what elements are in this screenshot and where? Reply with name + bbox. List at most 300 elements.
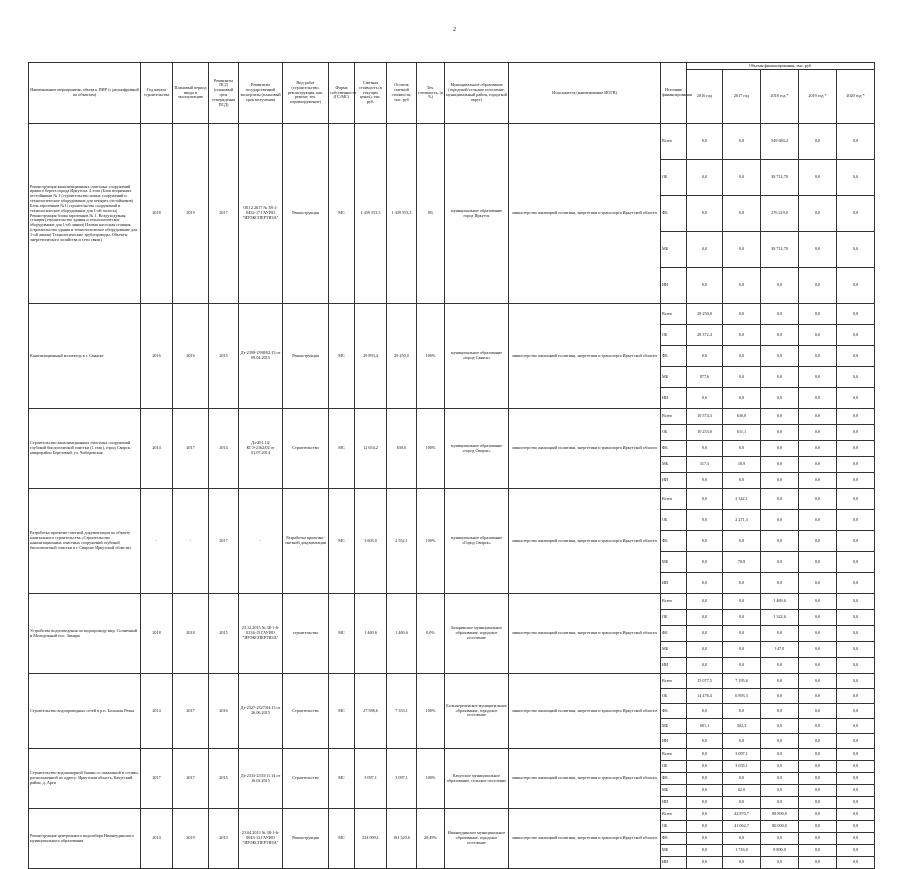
header-remaining-cost: Остаток сметной стоимости, тыс. руб bbox=[387, 63, 417, 124]
fin-amount-cell: 0,0 bbox=[687, 346, 723, 367]
fin-amount-cell: 0,0 bbox=[799, 734, 837, 749]
fin-amount-cell: 0,0 bbox=[723, 594, 761, 610]
fin-amount-cell: 0,0 bbox=[687, 809, 723, 821]
start-year: 2014 bbox=[141, 674, 173, 749]
estimate-cost: 27 588,6 bbox=[355, 674, 387, 749]
fin-amount-cell: 0,0 bbox=[837, 473, 875, 489]
estimate-cost: 224 099,1 bbox=[355, 809, 387, 869]
fin-amount-cell: 0,0 bbox=[837, 773, 875, 785]
fin-amount-cell: 302,3 bbox=[723, 719, 761, 734]
fin-amount-cell: 41 062,7 bbox=[723, 821, 761, 833]
fin-amount-cell: 3 035,1 bbox=[723, 761, 761, 773]
fin-amount-cell: 38 712,70 bbox=[761, 232, 799, 268]
readiness-percent: 20,49% bbox=[417, 809, 445, 869]
fin-amount-cell: 0,0 bbox=[687, 610, 723, 626]
expertise-details: - bbox=[239, 489, 283, 594]
fin-amount-cell: 0,0 bbox=[799, 473, 837, 489]
fin-amount-cell: 0,0 bbox=[723, 325, 761, 346]
header-year: 2017 год bbox=[723, 70, 761, 124]
start-year: 2014 bbox=[141, 809, 173, 869]
fin-amount-cell: 0,0 bbox=[687, 232, 723, 268]
fin-amount-cell: 0,0 bbox=[761, 797, 799, 809]
fin-amount-cell: 0,0 bbox=[837, 674, 875, 689]
fin-amount-cell: 0,0 bbox=[761, 857, 799, 869]
table-row bbox=[29, 489, 875, 510]
fin-source-label: МБ bbox=[661, 457, 687, 473]
work-type: Реконструкция bbox=[283, 124, 329, 304]
psd-year: 2017 bbox=[209, 124, 239, 304]
remaining-cost: 2 552,1 bbox=[387, 489, 417, 594]
fin-amount-cell: 549 684,4 bbox=[761, 124, 799, 160]
fin-amount-cell: 42 870,7 bbox=[723, 809, 761, 821]
page-number: 2 bbox=[453, 27, 456, 33]
fin-amount-cell: 0,0 bbox=[761, 367, 799, 388]
fin-amount-cell: 0,0 bbox=[837, 367, 875, 388]
header-work-type: Вид работ (строительство, реконструкция, кап. ремонт, тех. перевооружение) bbox=[283, 63, 329, 124]
fin-amount-cell: 0,0 bbox=[723, 124, 761, 160]
fin-amount-cell: 0,0 bbox=[761, 785, 799, 797]
fin-source-label: ФБ bbox=[661, 833, 687, 845]
fin-amount-cell: 0,0 bbox=[799, 642, 837, 658]
planned-year: 2017 bbox=[173, 409, 209, 489]
fin-amount-cell: 15 077,5 bbox=[687, 674, 723, 689]
fin-amount-cell: 0,0 bbox=[687, 160, 723, 196]
fin-amount-cell: 0,0 bbox=[799, 833, 837, 845]
fin-amount-cell: 0,0 bbox=[799, 719, 837, 734]
fin-amount-cell: 0,0 bbox=[761, 689, 799, 704]
fin-amount-cell: 0,0 bbox=[761, 719, 799, 734]
municipality: Большереченское муниципальное образование, городское поселение bbox=[445, 674, 509, 749]
remaining-cost: 3 097,1 bbox=[387, 749, 417, 809]
fin-amount-cell: 0,0 bbox=[799, 441, 837, 457]
fin-amount-cell: 0,0 bbox=[687, 857, 723, 869]
fin-amount-cell: 0,0 bbox=[687, 845, 723, 857]
fin-amount-cell: 0,0 bbox=[723, 473, 761, 489]
fin-amount-cell: 0,0 bbox=[799, 367, 837, 388]
fin-amount-cell: 0,0 bbox=[723, 833, 761, 845]
readiness-percent: 100% bbox=[417, 409, 445, 489]
fin-amount-cell: 0,0 bbox=[799, 268, 837, 304]
fin-amount-cell: 1 469,6 bbox=[761, 594, 799, 610]
fin-amount-cell: 0,0 bbox=[837, 346, 875, 367]
fin-source-label: ИИ bbox=[661, 388, 687, 409]
fin-amount-cell: 0,0 bbox=[687, 785, 723, 797]
fin-amount-cell: 0,0 bbox=[837, 304, 875, 325]
fin-amount-cell: 80 000,0 bbox=[761, 821, 799, 833]
ownership-form: МС bbox=[329, 594, 355, 674]
fin-amount-cell: 0,0 bbox=[723, 531, 761, 552]
fin-amount-cell: 0,0 bbox=[837, 626, 875, 642]
fin-amount-cell: 0,0 bbox=[799, 857, 837, 869]
header-name: Наименование мероприятия, объекта, ПИР (с расшифровкой по объектам) bbox=[29, 63, 141, 124]
fin-amount-cell: 0,0 bbox=[799, 749, 837, 761]
fin-amount-cell: 0,0 bbox=[837, 388, 875, 409]
fin-amount-cell: 0,0 bbox=[723, 196, 761, 232]
fin-amount-cell: 0,0 bbox=[687, 196, 723, 232]
fin-amount-cell: 0,0 bbox=[837, 552, 875, 573]
fin-amount-cell: 0,0 bbox=[723, 441, 761, 457]
fin-amount-cell: 0,0 bbox=[837, 642, 875, 658]
header-readiness: Тех. готовность, (в %) bbox=[417, 63, 445, 124]
fin-amount-cell: 0,0 bbox=[837, 573, 875, 594]
readiness-percent: 100% bbox=[417, 674, 445, 749]
start-year: 2016 bbox=[141, 304, 173, 409]
fin-amount-cell: 0,0 bbox=[687, 510, 723, 531]
fin-amount-cell: 0,0 bbox=[761, 304, 799, 325]
fin-amount-cell: 0,0 bbox=[687, 797, 723, 809]
fin-amount-cell: 0,0 bbox=[761, 510, 799, 531]
municipality: Нижнеудинское муниципальное образование, городское поселение bbox=[445, 809, 509, 869]
fin-amount-cell: 0,0 bbox=[687, 761, 723, 773]
fin-amount-cell: 28 372,4 bbox=[687, 325, 723, 346]
planned-year: 2016 bbox=[173, 304, 209, 409]
fin-amount-cell: 0,0 bbox=[837, 325, 875, 346]
work-type: Реконструкция bbox=[283, 809, 329, 869]
fin-amount-cell: 0,0 bbox=[761, 268, 799, 304]
header-estimate-cost: Сметная стоимость (в текущих ценах), тыс. руб. bbox=[355, 63, 387, 124]
fin-amount-cell: 0,0 bbox=[723, 797, 761, 809]
fin-source-label: ОБ bbox=[661, 510, 687, 531]
fin-amount-cell: 88 890,0 bbox=[761, 809, 799, 821]
psd-year: 2014 bbox=[209, 409, 239, 489]
municipality: муниципальное образование город Иркутск bbox=[445, 124, 509, 304]
executor: министерство жилищной политики, энергетики и транспорта Иркутской области bbox=[509, 594, 661, 674]
fin-amount-cell: 0,0 bbox=[761, 425, 799, 441]
fin-amount-cell: 0,0 bbox=[723, 573, 761, 594]
fin-amount-cell: 0,0 bbox=[723, 346, 761, 367]
fin-source-label: ФБ bbox=[661, 441, 687, 457]
fin-source-label: Всего bbox=[661, 409, 687, 425]
fin-source-label: ОБ bbox=[661, 160, 687, 196]
fin-amount-cell: 0,0 bbox=[799, 761, 837, 773]
fin-amount-cell: 0,0 bbox=[837, 441, 875, 457]
fin-amount-cell: 2 271,3 bbox=[723, 510, 761, 531]
header-fin-source: Источник финансирования bbox=[661, 63, 687, 124]
fin-amount-cell: 0,0 bbox=[723, 268, 761, 304]
fin-amount-cell: 0,0 bbox=[799, 325, 837, 346]
fin-amount-cell: 0,0 bbox=[837, 719, 875, 734]
object-name: Разработка проектно-сметной документации по объекту капитального строительства «Строительство канализационных очистных сооружений глубокой биологической очистки в г. Свирске Иркутской области» bbox=[29, 489, 141, 594]
table-row bbox=[29, 304, 875, 325]
fin-amount-cell: 0,0 bbox=[761, 761, 799, 773]
municipality: муниципальное образование «город Саянск» bbox=[445, 304, 509, 409]
fin-amount-cell: 0,0 bbox=[799, 552, 837, 573]
fin-amount-cell: 0,0 bbox=[761, 552, 799, 573]
fin-amount-cell: 70,8 bbox=[723, 552, 761, 573]
fin-amount-cell: 0,0 bbox=[761, 388, 799, 409]
start-year: 2018 bbox=[141, 124, 173, 304]
fin-amount-cell: 0,0 bbox=[799, 196, 837, 232]
estimate-cost: 3 603,0 bbox=[355, 489, 387, 594]
psd-year: 2015 bbox=[209, 304, 239, 409]
fin-amount-cell: 0,0 bbox=[761, 325, 799, 346]
fin-amount-cell: 0,0 bbox=[761, 773, 799, 785]
fin-amount-cell: 0,0 bbox=[761, 346, 799, 367]
header-psd: Реквизиты ПСД (плановый срок утверждения ПСД) bbox=[209, 63, 239, 124]
ownership-form: МС bbox=[329, 489, 355, 594]
fin-amount-cell: 0,0 bbox=[687, 531, 723, 552]
psd-year: 2016 bbox=[209, 674, 239, 749]
fin-amount-cell: 0,0 bbox=[837, 232, 875, 268]
fin-amount-cell: 0,0 bbox=[799, 845, 837, 857]
fin-amount-cell: 0,0 bbox=[799, 689, 837, 704]
fin-amount-cell: 0,0 bbox=[837, 594, 875, 610]
table-row bbox=[29, 594, 875, 610]
fin-amount-cell: 0,0 bbox=[723, 734, 761, 749]
fin-amount-cell: 0,0 bbox=[799, 573, 837, 594]
fin-amount-cell: 2 342,1 bbox=[723, 489, 761, 510]
fin-amount-cell: 0,0 bbox=[687, 704, 723, 719]
fin-amount-cell: 0,0 bbox=[761, 409, 799, 425]
fin-amount-cell: 0,0 bbox=[687, 642, 723, 658]
work-type: Строительство bbox=[283, 749, 329, 809]
fin-source-label: Всего bbox=[661, 594, 687, 610]
fin-amount-cell: 0,0 bbox=[799, 626, 837, 642]
fin-source-label: ОБ bbox=[661, 425, 687, 441]
fin-amount-cell: 0,0 bbox=[799, 425, 837, 441]
expertise-details: Дз-2398-2398/02.15 от 09.04.2015 bbox=[239, 304, 283, 409]
fin-amount-cell: 0,0 bbox=[837, 489, 875, 510]
fin-amount-cell: 0,0 bbox=[837, 689, 875, 704]
fin-amount-cell: 1 716,0 bbox=[723, 845, 761, 857]
fin-amount-cell: 0,0 bbox=[837, 821, 875, 833]
fin-source-label: ОБ bbox=[661, 610, 687, 626]
fin-amount-cell: 0,0 bbox=[687, 658, 723, 674]
municipality: Заларинское муниципальное образование, городское поселение bbox=[445, 594, 509, 674]
fin-source-label: ФБ bbox=[661, 531, 687, 552]
fin-amount-cell: 0,0 bbox=[837, 734, 875, 749]
fin-amount-cell: 62,0 bbox=[723, 785, 761, 797]
fin-amount-cell: 0,0 bbox=[799, 674, 837, 689]
fin-amount-cell: 0,0 bbox=[837, 124, 875, 160]
fin-amount-cell: 0,0 bbox=[761, 833, 799, 845]
municipality: муниципальное образование «город Свирск» bbox=[445, 409, 509, 489]
header-year: 2018 год * bbox=[761, 70, 799, 124]
fin-amount-cell: 0,0 bbox=[687, 489, 723, 510]
planned-year: 2019 bbox=[173, 124, 209, 304]
fin-source-label: МБ bbox=[661, 232, 687, 268]
fin-amount-cell: 0,0 bbox=[687, 626, 723, 642]
fin-source-label: ОБ bbox=[661, 821, 687, 833]
executor: министерство жилищной политики, энергетики и транспорта Иркутской области bbox=[509, 809, 661, 869]
remaining-cost: 181 520,6 bbox=[387, 809, 417, 869]
fin-amount-cell: 276 219,0 bbox=[761, 196, 799, 232]
fin-source-label: Всего bbox=[661, 749, 687, 761]
fin-source-label: ИИ bbox=[661, 857, 687, 869]
object-name: Строительство водопроводных сетей в р.п. Большая Речка bbox=[29, 674, 141, 749]
psd-year: 2015 bbox=[209, 594, 239, 674]
fin-amount-cell: 0,0 bbox=[687, 594, 723, 610]
fin-amount-cell: 10 253,0 bbox=[687, 425, 723, 441]
fin-amount-cell: 0,0 bbox=[837, 704, 875, 719]
table-row bbox=[29, 409, 875, 425]
fin-amount-cell: 630,0 bbox=[723, 409, 761, 425]
table-row bbox=[29, 674, 875, 689]
fin-source-label: ОБ bbox=[661, 761, 687, 773]
municipality: муниципальное образование «Город Свирск» bbox=[445, 489, 509, 594]
fin-source-label: ФБ bbox=[661, 773, 687, 785]
object-name: Канализационный коллектор в г. Саянске bbox=[29, 304, 141, 409]
expertise-details: 23.12.2015 № 38-1-6-0234-15 ГАУИО "ИРЭКСПЕРТИЗА" bbox=[239, 594, 283, 674]
remaining-cost: 1 439 553,3 bbox=[387, 124, 417, 304]
fin-amount-cell: 0,0 bbox=[799, 457, 837, 473]
fin-amount-cell: 0,0 bbox=[799, 304, 837, 325]
start-year: 2018 bbox=[141, 594, 173, 674]
fin-amount-cell: 0,0 bbox=[799, 594, 837, 610]
header-expertise: Реквизиты государственной экспертизы (плановый срок получения) bbox=[239, 63, 283, 124]
fin-amount-cell: 0,0 bbox=[687, 821, 723, 833]
fin-amount-cell: 0,0 bbox=[723, 367, 761, 388]
ownership-form: МС bbox=[329, 409, 355, 489]
work-type: строительство bbox=[283, 594, 329, 674]
fin-amount-cell: 0,0 bbox=[761, 473, 799, 489]
fin-amount-cell: 0,0 bbox=[687, 441, 723, 457]
fin-amount-cell: 0,0 bbox=[799, 797, 837, 809]
fin-amount-cell: 0,0 bbox=[761, 704, 799, 719]
estimate-cost: 29 893,4 bbox=[355, 304, 387, 409]
readiness-percent: 100% bbox=[417, 304, 445, 409]
estimate-cost: 3 097,1 bbox=[355, 749, 387, 809]
fin-amount-cell: 0,0 bbox=[799, 610, 837, 626]
object-name: Реконструкция центрального водозабора Нижнеудинского муниципального образования bbox=[29, 809, 141, 869]
header-executor: Исполнитель (наименование ИОГВ) bbox=[509, 63, 661, 124]
fin-amount-cell: 0,0 bbox=[687, 124, 723, 160]
fin-amount-cell: 0,0 bbox=[837, 409, 875, 425]
fin-amount-cell: 0,0 bbox=[761, 674, 799, 689]
fin-source-label: Всего bbox=[661, 304, 687, 325]
fin-amount-cell: 0,0 bbox=[761, 626, 799, 642]
fin-amount-cell: 0,0 bbox=[837, 658, 875, 674]
fin-amount-cell: 0,0 bbox=[837, 268, 875, 304]
fin-source-label: МБ bbox=[661, 785, 687, 797]
estimate-cost: 1 469,6 bbox=[355, 594, 387, 674]
fin-amount-cell: 0,0 bbox=[723, 704, 761, 719]
fin-source-label: МБ bbox=[661, 642, 687, 658]
table-row bbox=[29, 809, 875, 821]
ownership-form: МС bbox=[329, 124, 355, 304]
expertise-details: Дз-201.14/КГЭ-2162/02 от 01.07.2014 bbox=[239, 409, 283, 489]
fin-source-label: ИИ bbox=[661, 473, 687, 489]
fin-amount-cell: 0,0 bbox=[687, 388, 723, 409]
fin-amount-cell: 0,0 bbox=[837, 785, 875, 797]
estimate-cost: 1 439 553,3 bbox=[355, 124, 387, 304]
fin-amount-cell: 611,1 bbox=[723, 425, 761, 441]
fin-amount-cell: 0,0 bbox=[799, 531, 837, 552]
executor: министерство жилищной политики, энергетики и транспорта Иркутской области bbox=[509, 304, 661, 409]
fin-amount-cell: 0,0 bbox=[799, 821, 837, 833]
fin-amount-cell: 3 097,1 bbox=[723, 749, 761, 761]
fin-amount-cell: 0,0 bbox=[837, 196, 875, 232]
header-year: 2019 год * bbox=[799, 70, 837, 124]
header-ownership: Форма собственности (ГС/МС) bbox=[329, 63, 355, 124]
readiness-percent: 100% bbox=[417, 489, 445, 594]
planned-year: - bbox=[173, 489, 209, 594]
fin-amount-cell: 0,0 bbox=[687, 473, 723, 489]
fin-amount-cell: 0,0 bbox=[837, 749, 875, 761]
fin-amount-cell: 0,0 bbox=[761, 441, 799, 457]
fin-amount-cell: 0,0 bbox=[837, 510, 875, 531]
fin-amount-cell: 10 574,3 bbox=[687, 409, 723, 425]
fin-amount-cell: 0,0 bbox=[799, 124, 837, 160]
fin-amount-cell: 601,1 bbox=[687, 719, 723, 734]
fin-amount-cell: 0,0 bbox=[837, 610, 875, 626]
fin-amount-cell: 0,0 bbox=[723, 610, 761, 626]
psd-year: 2015 bbox=[209, 749, 239, 809]
fin-amount-cell: 0,0 bbox=[761, 749, 799, 761]
fin-amount-cell: 0,0 bbox=[723, 160, 761, 196]
expertise-details: Дз-2333-2333/11.14 от 16.02.2015 bbox=[239, 749, 283, 809]
expertise-details: 08.12.2017 № 38-1-0432-17 ГАУИО "ИРЭКСПЕРТИЗА" bbox=[239, 124, 283, 304]
fin-amount-cell: 0,0 bbox=[687, 552, 723, 573]
ownership-form: МС bbox=[329, 749, 355, 809]
fin-amount-cell: 0,0 bbox=[837, 833, 875, 845]
start-year: 2017 bbox=[141, 749, 173, 809]
fin-amount-cell: 0,0 bbox=[723, 304, 761, 325]
fin-amount-cell: 0,0 bbox=[761, 489, 799, 510]
fin-amount-cell: 0,0 bbox=[799, 489, 837, 510]
fin-amount-cell: 0,0 bbox=[799, 658, 837, 674]
remaining-cost: 29 250,0 bbox=[387, 304, 417, 409]
fin-source-label: ИИ bbox=[661, 268, 687, 304]
fin-amount-cell: 0,0 bbox=[799, 785, 837, 797]
readiness-percent: 0% bbox=[417, 124, 445, 304]
ownership-form: МС bbox=[329, 674, 355, 749]
header-municipality: Муниципальное образование (городской/сельское поселение, муниципальный район, городской округ) bbox=[445, 63, 509, 124]
fin-amount-cell: 0,0 bbox=[799, 773, 837, 785]
fin-amount-cell: 0,0 bbox=[799, 232, 837, 268]
table-body bbox=[29, 124, 875, 869]
remaining-cost: 7 353,1 bbox=[387, 674, 417, 749]
work-type: Строительство bbox=[283, 674, 329, 749]
fin-amount-cell: 6 893,3 bbox=[723, 689, 761, 704]
object-name: Строительство водонапорной башни со скважиной и сетями, расположенной по адресу: Иркутская область, Качугский район, д. Арги bbox=[29, 749, 141, 809]
fin-amount-cell: 0,0 bbox=[723, 642, 761, 658]
fin-amount-cell: 8 890,0 bbox=[761, 845, 799, 857]
fin-source-label: МБ bbox=[661, 552, 687, 573]
header-planned-year: Плановый период ввода в эксплуатацию bbox=[173, 63, 209, 124]
fin-source-label: ОБ bbox=[661, 325, 687, 346]
fin-amount-cell: 147,0 bbox=[761, 642, 799, 658]
fin-amount-cell: 0,0 bbox=[761, 573, 799, 594]
work-type: Разработка проектно-сметной документации bbox=[283, 489, 329, 594]
fin-amount-cell: 0,0 bbox=[837, 425, 875, 441]
header-year: 2020 год * bbox=[837, 70, 875, 124]
fin-amount-cell: 0,0 bbox=[837, 160, 875, 196]
fin-amount-cell: 0,0 bbox=[799, 160, 837, 196]
remaining-cost: 630,0 bbox=[387, 409, 417, 489]
fin-amount-cell: 14 476,4 bbox=[687, 689, 723, 704]
fin-amount-cell: 0,0 bbox=[799, 510, 837, 531]
fin-amount-cell: 0,0 bbox=[687, 833, 723, 845]
psd-year: 2013 bbox=[209, 809, 239, 869]
executor: министерство жилищной политики, энергетики и транспорта Иркутской области bbox=[509, 674, 661, 749]
header-year: 2016 год bbox=[687, 70, 723, 124]
fin-amount-cell: 0,0 bbox=[723, 773, 761, 785]
fin-source-label: ФБ bbox=[661, 626, 687, 642]
fin-amount-cell: 0,0 bbox=[687, 749, 723, 761]
object-name: Устройство водоотведения по водопроводу мкр. Солнечный и Молодежный пос. Зимари bbox=[29, 594, 141, 674]
header-start-year: Год начала строительства bbox=[141, 63, 173, 124]
table-row bbox=[29, 124, 875, 160]
readiness-percent: 100% bbox=[417, 749, 445, 809]
fin-source-label: МБ bbox=[661, 845, 687, 857]
fin-source-label: ФБ bbox=[661, 196, 687, 232]
municipality: Качугское муниципальное образование, сельское поселение bbox=[445, 749, 509, 809]
fin-source-label: ИИ bbox=[661, 734, 687, 749]
header-fin-volume: Объемы финансирования, тыс. руб. bbox=[687, 63, 875, 70]
fin-amount-cell: 0,0 bbox=[723, 388, 761, 409]
fin-source-label: ОБ bbox=[661, 689, 687, 704]
